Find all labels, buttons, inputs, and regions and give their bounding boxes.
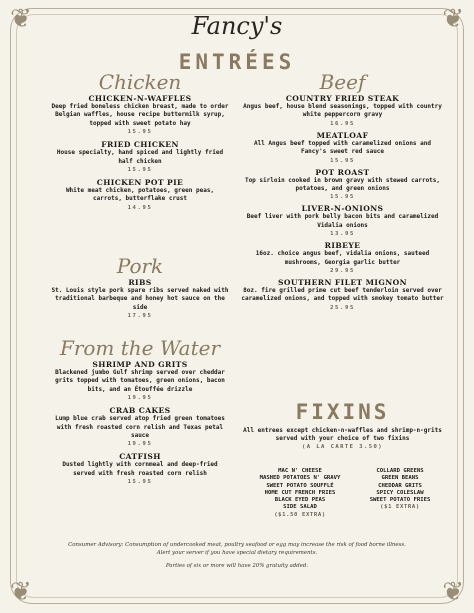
menu-item [240, 131, 445, 164]
gratuity-note: Parties of six or more will have 20% gratuity added. [165, 563, 309, 570]
chicken-heading: Chicken [98, 70, 182, 94]
fixins-intro: All entrees except chicken-n-waffles and shrimp-n-grits served with your choice of two fixins [243, 427, 442, 443]
beef-heading: Beef [319, 70, 366, 94]
item-name: SHRIMP AND GRITS [92, 360, 188, 369]
page-title: ENTRÉES [178, 50, 296, 74]
item-desc: Top sirloin cooked in brown gravy with stewed carrots, potatoes, and green onions [244, 176, 441, 193]
item-name: SOUTHERN FILET MIGNON [278, 278, 407, 288]
fixin-extra-note: ($1.50 EXTRA) [274, 511, 326, 518]
item-price: 15.95 [127, 479, 153, 486]
item-price: 15.95 [330, 194, 355, 201]
menu-item [240, 278, 445, 311]
fixin-item: SWEET POTATO FRIES [369, 497, 431, 504]
item-name: CHICKEN-N-WAFFLES [88, 94, 192, 103]
item-price: 17.95 [127, 313, 153, 320]
item-name: CRAB CAKES [109, 406, 171, 416]
item-name: LIVER-N-ONIONS [301, 204, 384, 214]
fixins-section [240, 400, 445, 450]
fixin-item: SPICY COLESLAW [376, 489, 424, 496]
item-name: MEATLOAF [316, 130, 369, 140]
corner-flourish-icon: ❦ [10, 4, 32, 34]
fixins-heading: FIXINS [295, 400, 390, 424]
item-desc: 8oz. fire grilled prime cut beef tenderloin served over caramelized onions, and topped with smokey tomato butter [241, 287, 444, 303]
corner-flourish-icon: ❦ [10, 577, 32, 607]
item-desc: White meat chicken, potatoes, green peas, carrots, butterflake crust [65, 187, 215, 203]
menu-item [50, 140, 230, 173]
item-desc: Angus beef, house blend seasonings, topped with country white peppercorn gravy [243, 103, 442, 119]
item-price: 19.95 [127, 441, 153, 448]
fixin-item: CHEDDAR GRITS [378, 482, 422, 489]
fixin-item: SWEET POTATO SOUFFLÉ [266, 482, 334, 489]
item-name: CATFISH [119, 452, 161, 462]
item-desc: Deep fried boneless chicken breast, made to order Belgian waffles, house recipe buttermilk syrup, topped with sweet potato hay [51, 103, 229, 127]
menu-item [240, 241, 445, 274]
pork-heading: Pork [116, 254, 164, 278]
item-desc: Blackened jumbo Gulf shrimp served over cheddar grits topped with tomatoes, green onions, bacon bits, and an Étouffée drizzle [55, 369, 225, 393]
fixin-item: MASHED POTATOES N' GRAVY [259, 475, 341, 482]
item-name: RIBS [128, 278, 152, 287]
menu-item [50, 278, 230, 319]
fixin-item: HOME CUT FRENCH FRIES [264, 489, 336, 496]
menu-item [50, 94, 230, 135]
chicken-section [50, 70, 230, 211]
item-desc: Beef liver with pork belly bacon bits and caramelized Vidalia onions [246, 213, 439, 229]
corner-flourish-icon: ❦ [442, 4, 464, 34]
corner-flourish-icon: ❦ [442, 577, 464, 607]
menu-item [50, 178, 230, 211]
item-price: 15.95 [330, 157, 355, 164]
fixin-item: BLACK EYED PEAS [274, 497, 326, 504]
item-desc: House specialty, hand spiced and lightly fried half chicken [56, 149, 224, 165]
menu-item [50, 406, 230, 447]
item-name: POT ROAST [315, 167, 370, 177]
water-section [50, 336, 230, 485]
item-desc: Dusted lightly with cornmeal and deep-fried served with fresh roasted corn relish [62, 461, 218, 477]
item-name: COUNTRY FRIED STEAK [285, 94, 400, 103]
fixin-item: GREEN BEANS [381, 475, 419, 482]
item-price: 15.95 [127, 129, 153, 136]
fixins-list-left [244, 468, 356, 519]
menu-item [240, 94, 445, 127]
item-price: 15.95 [127, 167, 153, 174]
footer [30, 542, 444, 571]
fixins-list-right [352, 468, 448, 512]
item-name: FRIED CHICKEN [101, 140, 179, 150]
fixin-item: SIDE SALAD [283, 504, 317, 511]
beef-section [240, 70, 445, 311]
item-desc: All Angus beef topped with caramelized onions and Fancy's sweet red sauce [253, 139, 431, 156]
menu-item [240, 168, 445, 201]
fixin-extra-note: ($1 EXTRA) [380, 504, 420, 511]
item-name: RIBEYE [324, 241, 361, 251]
item-price: 14.95 [127, 204, 153, 211]
item-desc: Lump blue crab served atop fried green tomatoes with fresh roasted corn relish and Texas petal sauce [55, 415, 225, 440]
item-price: 13.95 [330, 231, 355, 238]
menu-item [50, 452, 230, 485]
item-name: CHICKEN POT PIE [96, 178, 184, 188]
fixin-item: COLLARD GREENS [376, 468, 424, 474]
menu-item [240, 204, 445, 237]
allergy-note: Alert your server if you have special dietary requirements. [156, 549, 318, 556]
consumer-advisory: Consumer Advisory: Consumption of undercooked meat, poultry seafood or egg may increase the risk of food borne illness. [68, 542, 406, 548]
brand-logo: Fancy's [191, 12, 283, 40]
fixins-price: (A LA CARTE 3.50) [301, 443, 384, 450]
item-price: 19.95 [127, 395, 153, 402]
item-desc: St. Louis style pork spare ribs served naked with traditional barbeque and honey hot sauce on the side [51, 287, 229, 311]
fixin-item: MAC N' CHEESE [278, 468, 322, 474]
water-heading: From the Water [59, 336, 221, 360]
item-price: 16.95 [330, 120, 355, 127]
menu-item [50, 360, 230, 401]
item-price: 29.95 [330, 268, 355, 275]
item-price: 25.95 [330, 304, 355, 311]
pork-section [50, 254, 230, 319]
item-desc: 16oz. choice angus beef, vidalia onions, sauteed mushrooms, Georgia garlic butter [255, 250, 430, 266]
